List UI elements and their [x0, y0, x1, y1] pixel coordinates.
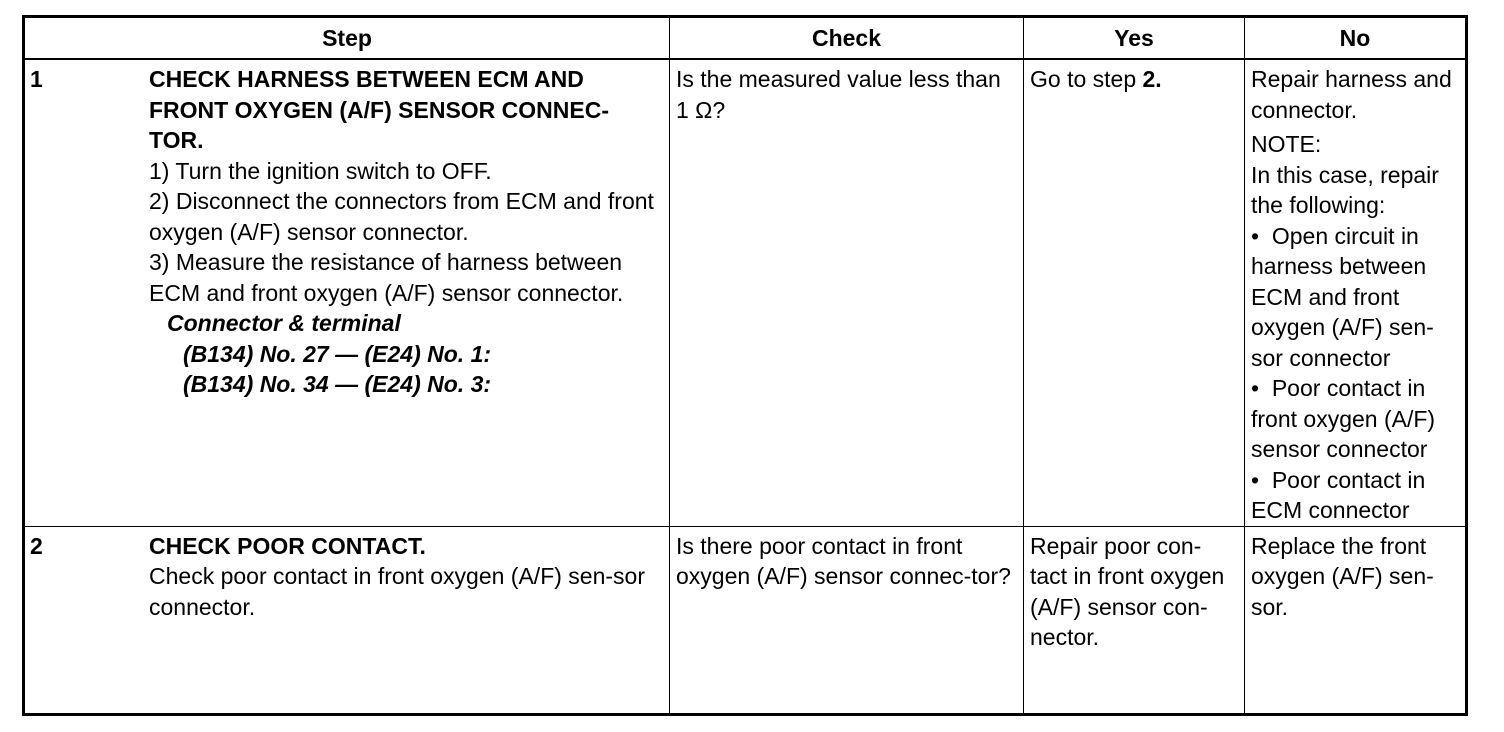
yes-text — [1024, 60, 1244, 95]
step-cell — [24, 526, 670, 714]
check-cell — [670, 59, 1024, 526]
note-text: In this case, repair the following: — [1251, 161, 1439, 218]
header-yes: Yes — [1024, 17, 1245, 60]
instruction-line: 3) Measure the resistance of harness between ECM and front oxygen (A/F) sensor connector. — [149, 249, 624, 306]
yes-text: Repair poor con-tact in front oxygen (A/F) sensor con-nector. — [1030, 532, 1225, 650]
no-main-text: Repair harness and connector. — [1251, 66, 1452, 123]
header-check: Check — [670, 17, 1024, 60]
spec-line: (B134) No. 27 — (E24) No. 1: — [183, 340, 492, 367]
note-bullet: • Poor contact in ECM connector — [1251, 465, 1459, 526]
table-row — [24, 59, 1467, 526]
diagnostic-table — [22, 15, 1468, 716]
no-text: Replace the front oxygen (A/F) sen-sor. — [1251, 532, 1434, 620]
note-label: NOTE: — [1251, 131, 1322, 157]
yes-step-ref: 2. — [1142, 66, 1162, 92]
header-row — [24, 17, 1467, 60]
spec-line: (B134) No. 34 — (E24) No. 3: — [183, 371, 492, 397]
instruction-line: Check poor contact in front oxygen (A/F) sen-sor connector. — [149, 563, 645, 620]
spec-heading: Connector & terminal — [167, 310, 401, 336]
header-step: Step — [24, 17, 670, 60]
diagnostic-table-container — [22, 15, 1468, 716]
yes-cell — [1024, 526, 1245, 714]
no-cell — [1245, 59, 1467, 526]
table-row — [24, 526, 1467, 714]
yes-cell — [1024, 59, 1245, 526]
check-cell — [670, 526, 1024, 714]
step-cell — [24, 59, 670, 526]
note-bullet: • Poor contact in front oxygen (A/F) sensor connector — [1251, 373, 1459, 465]
check-text: Is the measured value less than 1 Ω? — [676, 66, 1001, 123]
header-no: No — [1245, 17, 1467, 60]
yes-prefix: Go to step — [1030, 66, 1143, 92]
no-cell — [1245, 526, 1467, 714]
step-title: CHECK POOR CONTACT. — [149, 532, 426, 559]
note-bullet: • Open circuit in harness between ECM and front oxygen (A/F) sen-sor connector — [1251, 221, 1459, 374]
step-title: CHECK HARNESS BETWEEN ECM AND FRONT OXYGEN (A/F) SENSOR CONNEC-TOR. — [149, 66, 610, 153]
step-number: 2 — [30, 532, 43, 559]
check-text: Is there poor contact in front oxygen (A/F) sensor connec-tor? — [676, 532, 1011, 589]
step-number: 1 — [30, 66, 43, 92]
instruction-line: 2) Disconnect the connectors from ECM and front oxygen (A/F) sensor connector. — [149, 188, 654, 245]
instruction-line: 1) Turn the ignition switch to OFF. — [149, 157, 492, 184]
